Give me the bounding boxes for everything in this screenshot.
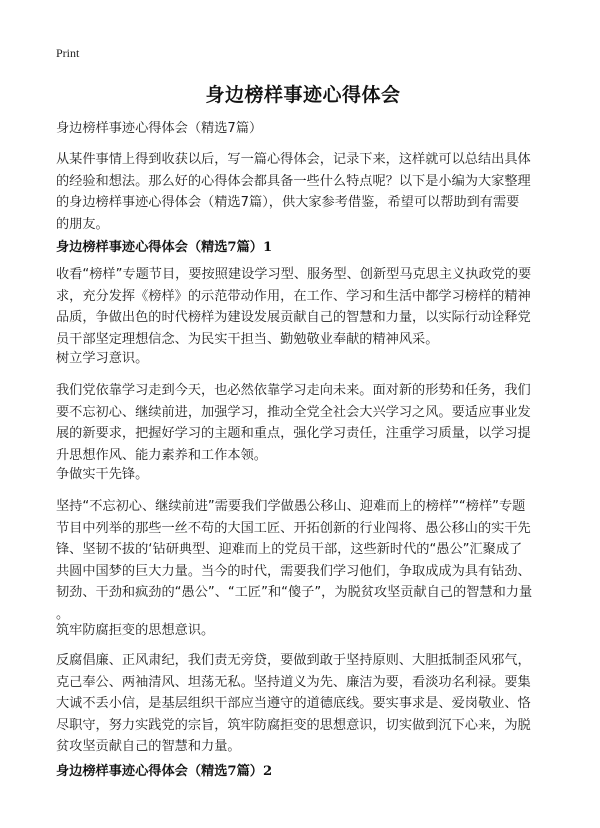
paragraph-line: 反腐倡廉、正风肃纪，我们责无旁贷，要做到敢于坚持原则、大胆抵制歪风邪气， [56,653,531,668]
paragraph-line: 韧劲、干劲和疯劲的“愚公”、“工匠”和“傻子”，为脱贫攻坚贡献自己的智慧和力量 [56,585,533,600]
paragraph-line: 克己奉公、两袖清风、坦荡无私。坚持道义为先、廉洁为要，看淡功名利禄。要集 [56,674,531,690]
section-heading-1: 身边榜样事迹心得体会（精选7篇）1 [56,240,273,255]
paragraph-line: 升思想作风、能力素养和工作本领。 [56,447,267,463]
paragraph-2 [56,348,548,370]
paragraph-line: 品质，争做出色的时代榜样为建设发展贡献自己的智慧和力量，以实际行动诠释党 [56,310,531,325]
paragraph-4 [56,464,548,486]
intro-line: 从某件事情上得到收获以后，写一篇心得体会，记录下来，这样就可以总结出具体 [56,152,531,167]
paragraph-line: 贫攻坚贡献自己的智慧和力量。 [56,739,241,754]
paragraph-1 [56,264,548,350]
paragraph-line: 。 [56,606,70,622]
paragraph-line: 求，充分发挥《榜样》的示范带动作用，在工作、学习和生活中都学习榜样的精神 [56,288,531,304]
paragraph-line: 锋、坚韧不拔的‘钻研典型、迎难而上的党员干部，这些新时代的“愚公”汇聚成了 [56,542,523,557]
paragraph-7 [56,650,548,758]
paragraph-line: 展的新要求，把握好学习的主题和重点，强化学习责任，注重学习质量，以学习提 [56,426,531,441]
paragraph-line: 要不忘初心、继续前进，加强学习，推动全党全社会大兴学习之风。要适应事业发 [56,404,531,420]
intro-paragraph [56,149,548,235]
paragraph-line: 收看“榜样”专题节目，要按照建设学习型、服务型、创新型马克思主义执政党的要 [56,267,532,282]
page-title: 身边榜样事迹心得体会 [205,84,401,106]
intro-line: 的经验和想法。那么好的心得体会都具备一些什么特点呢？以下是小编为大家整理 [56,173,531,189]
paragraph-line: 尽职守，努力实践党的宗旨，筑牢防腐拒变的思想意识，切实做到沉下心来，为脱 [56,717,531,733]
intro-line: 的朋友。 [56,216,109,232]
paragraph-5 [56,496,548,625]
paragraph-line: 大诚不丢小信，是基层组织干部应当遵守的道德底线。要实事求是、爱岗敬业、恪 [56,696,531,711]
paragraph-line: 争做实干先锋。 [56,467,149,482]
paragraph-line: 筑牢防腐拒变的思想意识。 [56,623,215,638]
paragraph-line: 共圆中国梦的巨大力量。当今的时代，需要我们学习他们，争取成成为具有钻劲、 [56,563,531,579]
paragraph-3 [56,380,548,466]
paragraph-line: 坚持“不忘初心、继续前进”需要我们学做愚公移山、迎难而上的榜样”“榜样”专题 [56,499,526,514]
paragraph-line: 节目中列举的那些一丝不苟的大国工匠、开拓创新的行业闯将、愚公移山的实干先 [56,520,531,536]
print-link[interactable]: Print [56,46,80,60]
paragraph-line: 树立学习意识。 [56,351,149,366]
subtitle: 身边榜样事迹心得体会（精选7篇） [56,121,263,136]
paragraph-line: 我们党依靠学习走到今天，也必然依靠学习走向未来。面对新的形势和任务，我们 [56,383,531,398]
paragraph-6 [56,620,548,642]
intro-line: 的身边榜样事迹心得体会（精选7篇），供大家参考借鉴，希望可以帮助到有需要 [56,195,520,210]
section-heading-2: 身边榜样事迹心得体会（精选7篇）2 [56,764,273,779]
paragraph-line: 员干部坚定理想信念、为民实干担当、勤勉敬业奉献的精神风采。 [56,331,439,347]
